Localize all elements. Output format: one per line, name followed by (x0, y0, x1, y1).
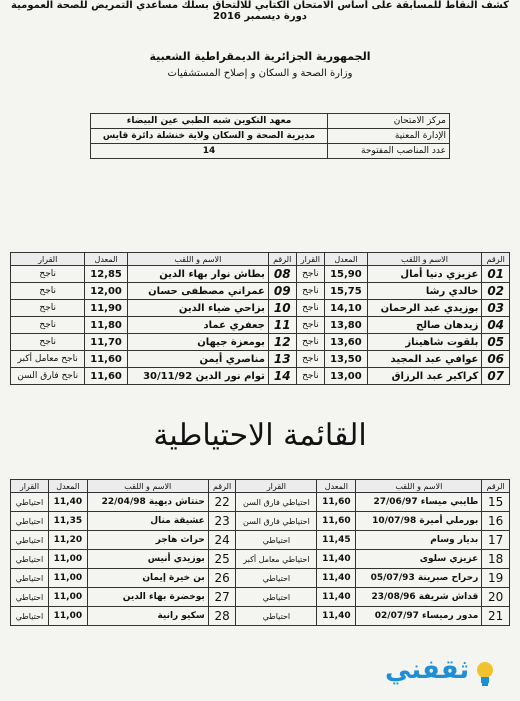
col-avg: المعدل (48, 480, 87, 493)
col-num: الرقم (268, 253, 296, 266)
cell-name: رحراح صبرينة 05/07/93 (356, 569, 482, 588)
cell-rank: 20 (482, 588, 510, 607)
info-key: الإدارة المعنية (328, 129, 450, 144)
cell-rank: 16 (482, 512, 510, 531)
cell-average: 11,40 (317, 550, 356, 569)
cell-name: حنتاش ديهية 22/04/98 (87, 493, 208, 512)
cell-rank: 23 (208, 512, 236, 531)
table-row (11, 368, 510, 385)
cell-decision: ناجح (296, 334, 325, 351)
republic-header: الجمهورية الجزائرية الديمقراطية الشعبية (149, 50, 371, 63)
cell-decision: احتياطي (11, 550, 49, 569)
cell-decision: ناجح (296, 368, 325, 385)
cell-name: بديار وسام (356, 531, 482, 550)
table-row (11, 607, 510, 626)
cell-decision: احتياطي (236, 569, 317, 588)
cell-name: خالدي رشا (367, 283, 482, 300)
table-header-row (11, 480, 510, 493)
cell-name: بوزيدي أنيس (87, 550, 208, 569)
cell-rank: 24 (208, 531, 236, 550)
ministry-header: وزارة الصحة و السكان و إصلاح المستشفيات (167, 68, 353, 79)
cell-average: 11,00 (48, 569, 87, 588)
results-table (10, 252, 510, 385)
col-num: الرقم (482, 480, 510, 493)
reserve-list-title: القائمة الاحتياطية (153, 418, 367, 453)
cell-average: 12,85 (85, 266, 127, 283)
cell-average: 11,00 (48, 550, 87, 569)
cell-name: زيدهان صالح (367, 317, 482, 334)
cell-rank: 27 (208, 588, 236, 607)
cell-rank: 08 (268, 266, 296, 283)
col-avg: المعدل (325, 253, 367, 266)
cell-average: 11,70 (85, 334, 127, 351)
cell-rank: 06 (482, 351, 510, 368)
cell-rank: 03 (482, 300, 510, 317)
cell-decision: احتياطي (11, 607, 49, 626)
table-row (11, 531, 510, 550)
cell-average: 13,60 (325, 334, 367, 351)
lightbulb-icon (474, 660, 496, 688)
col-name: الاسم و اللقب (87, 480, 208, 493)
info-value: 14 (91, 144, 328, 159)
table-row (11, 317, 510, 334)
cell-average: 11,00 (48, 588, 87, 607)
cell-rank: 10 (268, 300, 296, 317)
cell-decision: احتياطي فارق السن (236, 493, 317, 512)
cell-name: حراث هاجر (87, 531, 208, 550)
cell-average: 14,10 (325, 300, 367, 317)
cell-rank: 09 (268, 283, 296, 300)
cell-average: 11,40 (317, 588, 356, 607)
cell-rank: 28 (208, 607, 236, 626)
cell-decision: ناجح (296, 351, 325, 368)
col-avg: المعدل (317, 480, 356, 493)
cell-average: 11,40 (48, 493, 87, 512)
col-num: الرقم (482, 253, 510, 266)
info-value: مديرية الصحة و السكان ولاية خنشلة دائرة قايس (91, 129, 328, 144)
cell-rank: 26 (208, 569, 236, 588)
session-title: دورة ديسمبر 2016 (213, 11, 307, 22)
col-dec: القرار (11, 253, 85, 266)
cell-average: 11,20 (48, 531, 87, 550)
info-value: معهد التكوين شبه الطبي عين البيضاء (91, 114, 328, 129)
cell-decision: احتياطي (11, 531, 49, 550)
cell-decision: ناجح (296, 266, 325, 283)
cell-decision: ناجح (296, 317, 325, 334)
cell-name: بلقوت شاهيناز (367, 334, 482, 351)
col-num: الرقم (208, 480, 236, 493)
cell-average: 11,40 (317, 569, 356, 588)
cell-average: 11,60 (317, 512, 356, 531)
cell-name: مناصري أيمن (127, 351, 268, 368)
cell-decision: ناجح فارق السن (11, 368, 85, 385)
cell-rank: 11 (268, 317, 296, 334)
cell-decision: احتياطي (236, 607, 317, 626)
cell-decision: احتياطي (236, 588, 317, 607)
table-row (11, 300, 510, 317)
cell-rank: 15 (482, 493, 510, 512)
cell-decision: ناجح معامل أكبر (11, 351, 85, 368)
cell-name: سكيو رانية (87, 607, 208, 626)
info-key: مركز الامتحان (328, 114, 450, 129)
cell-rank: 05 (482, 334, 510, 351)
cell-decision: احتياطي فارق السن (236, 512, 317, 531)
cell-average: 11,35 (48, 512, 87, 531)
cell-rank: 04 (482, 317, 510, 334)
cell-average: 11,60 (85, 368, 127, 385)
cell-rank: 22 (208, 493, 236, 512)
cell-rank: 07 (482, 368, 510, 385)
cell-average: 11,60 (85, 351, 127, 368)
cell-average: 11,80 (85, 317, 127, 334)
cell-decision: احتياطي (11, 512, 49, 531)
col-dec: القرار (236, 480, 317, 493)
cell-name: بورملي أميرة 10/07/98 (356, 512, 482, 531)
cell-name: عمراني مصطفى حسان (127, 283, 268, 300)
cell-rank: 17 (482, 531, 510, 550)
cell-decision: احتياطي (11, 569, 49, 588)
table-row (11, 266, 510, 283)
col-name: الاسم و اللقب (356, 480, 482, 493)
cell-rank: 25 (208, 550, 236, 569)
col-avg: المعدل (85, 253, 127, 266)
cell-average: 12,00 (85, 283, 127, 300)
cell-decision: ناجح (296, 300, 325, 317)
cell-average: 11,60 (317, 493, 356, 512)
cell-name: توام نور الدين 30/11/92 (127, 368, 268, 385)
table-row (11, 588, 510, 607)
table-row (11, 550, 510, 569)
cell-name: جعفري عماد (127, 317, 268, 334)
table-row (11, 493, 510, 512)
cell-name: عزيزي سلوى (356, 550, 482, 569)
info-row (91, 129, 450, 144)
cell-rank: 18 (482, 550, 510, 569)
watermark-logo: ثقفني (385, 655, 470, 685)
cell-average: 13,80 (325, 317, 367, 334)
cell-decision: ناجح (11, 300, 85, 317)
cell-rank: 12 (268, 334, 296, 351)
cell-rank: 14 (268, 368, 296, 385)
cell-name: طايبي ميساء 27/06/97 (356, 493, 482, 512)
cell-rank: 19 (482, 569, 510, 588)
cell-name: عوافي عبد المجيد (367, 351, 482, 368)
cell-rank: 21 (482, 607, 510, 626)
cell-average: 15,75 (325, 283, 367, 300)
table-row (11, 283, 510, 300)
cell-decision: ناجح (11, 334, 85, 351)
table-header-row (11, 253, 510, 266)
cell-rank: 13 (268, 351, 296, 368)
cell-name: عشيقة منال (87, 512, 208, 531)
info-row (91, 144, 450, 159)
col-name: الاسم و اللقب (127, 253, 268, 266)
cell-average: 13,50 (325, 351, 367, 368)
table-row (11, 334, 510, 351)
cell-decision: ناجح (11, 266, 85, 283)
info-row (91, 114, 450, 129)
cell-decision: احتياطي (11, 588, 49, 607)
col-dec: القرار (296, 253, 325, 266)
cell-average: 11,45 (317, 531, 356, 550)
info-key: عدد المناصب المفتوحة (328, 144, 450, 159)
cell-name: بوزيدي عبد الرحمان (367, 300, 482, 317)
cell-name: بزاحي ضياء الدين (127, 300, 268, 317)
reserve-table (10, 479, 510, 626)
cell-average: 11,90 (85, 300, 127, 317)
cell-name: بن خيرة إيمان (87, 569, 208, 588)
cell-name: بطاش نوار بهاء الدين (127, 266, 268, 283)
cell-name: قداش شريفة 23/08/96 (356, 588, 482, 607)
cell-rank: 02 (482, 283, 510, 300)
table-row (11, 512, 510, 531)
cell-name: كراكير عبد الرزاق (367, 368, 482, 385)
cell-name: بومعزة جيهان (127, 334, 268, 351)
cell-average: 15,90 (325, 266, 367, 283)
cell-decision: ناجح (11, 283, 85, 300)
cell-name: مدور رميساء 02/07/97 (356, 607, 482, 626)
cell-decision: ناجح (296, 283, 325, 300)
cell-name: بوخضرة بهاء الدين (87, 588, 208, 607)
table-row (11, 351, 510, 368)
cell-decision: احتياطي (236, 531, 317, 550)
cell-name: عزيزي دنيا أمال (367, 266, 482, 283)
col-dec: القرار (11, 480, 49, 493)
cell-decision: احتياطي معامل أكبر (236, 550, 317, 569)
col-name: الاسم و اللقب (367, 253, 482, 266)
cell-decision: ناجح (11, 317, 85, 334)
document-title: كشف النقاط للمسابقة على أساس الامتحان الكتابي للالتحاق بسلك مساعدي التمريض للصحة العمومية (11, 0, 509, 11)
table-row (11, 569, 510, 588)
cell-rank: 01 (482, 266, 510, 283)
cell-average: 11,40 (317, 607, 356, 626)
cell-average: 13,00 (325, 368, 367, 385)
cell-average: 11,00 (48, 607, 87, 626)
cell-decision: احتياطي (11, 493, 49, 512)
exam-info-table (90, 113, 450, 159)
